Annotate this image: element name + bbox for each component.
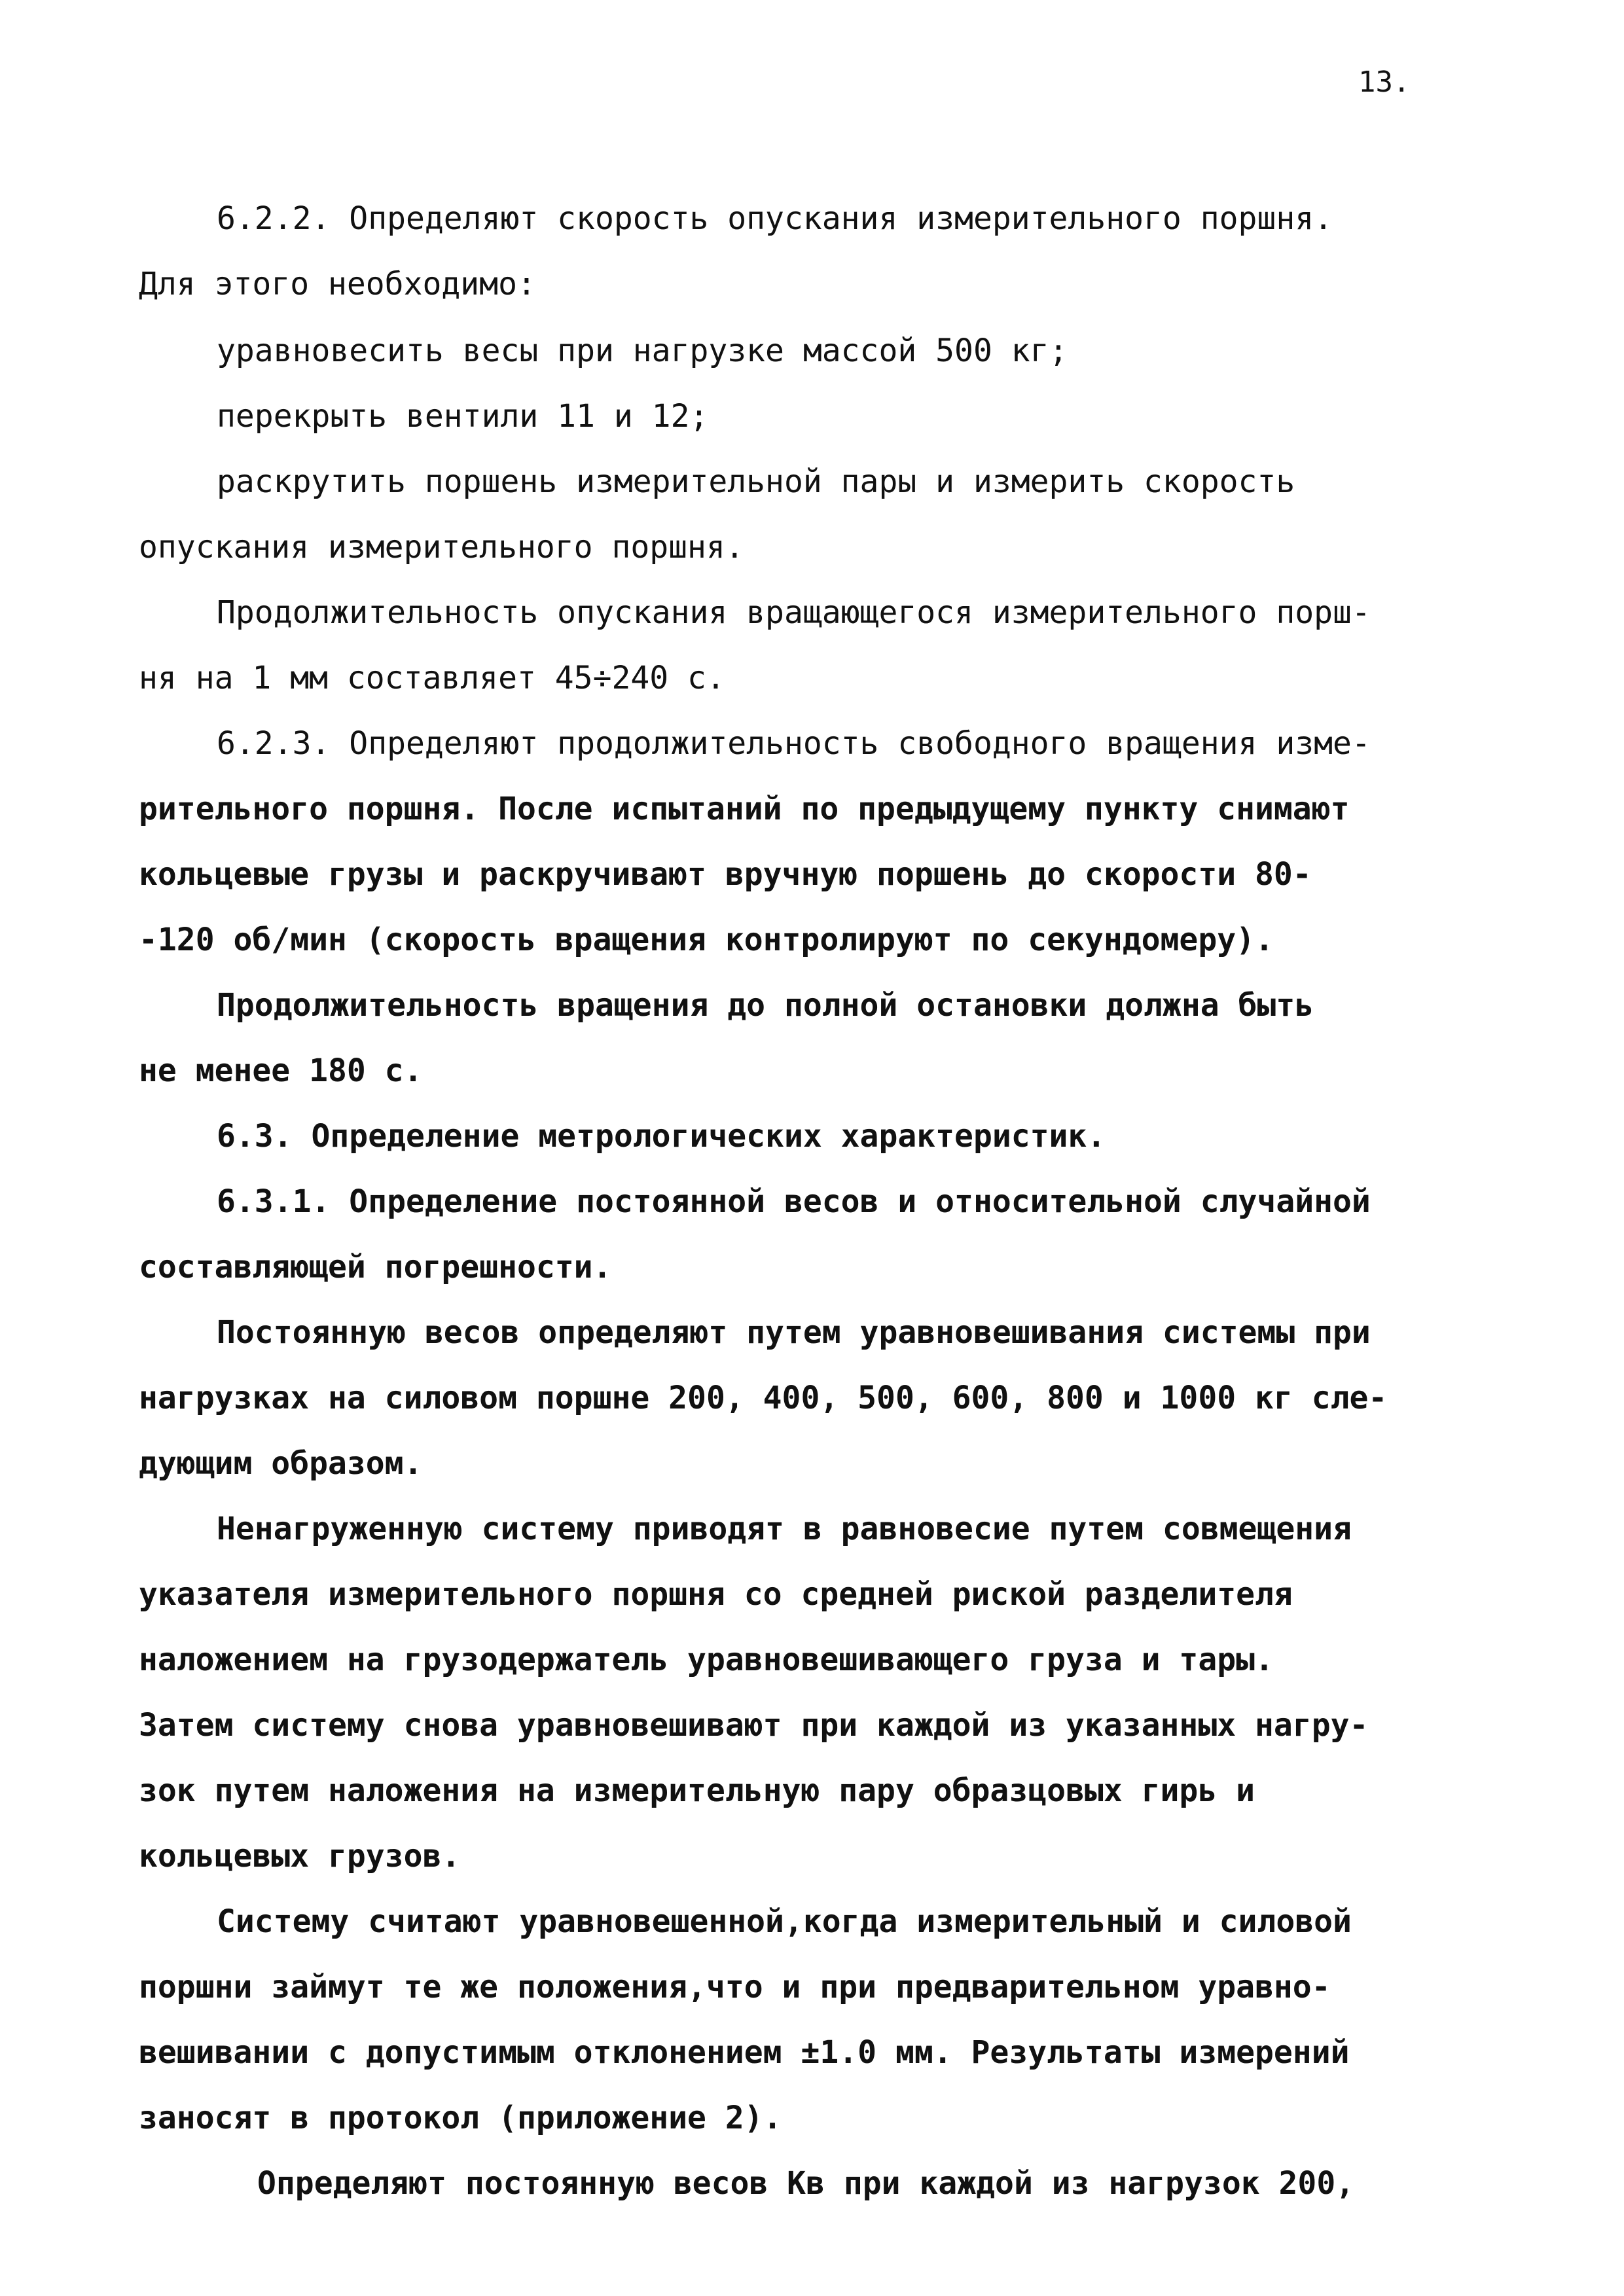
text-line: ня на 1 мм составляет 45÷240 с. — [139, 660, 725, 696]
text-line: кольцевые грузы и раскручивают вручную поршень до скорости 80- — [139, 856, 1312, 893]
text-line: указателя измерительного поршня со средней риской разделителя — [139, 1576, 1293, 1613]
text-line: уравновесить весы при нагрузке массой 500 кг; — [217, 332, 1068, 369]
text-line: зок путем наложения на измерительную пару образцовых гирь и — [139, 1772, 1255, 1809]
text-line: раскрутить поршень измерительной пары и измерить скорость — [217, 463, 1295, 500]
subsection-heading: 6.3.1. Определение постоянной весов и относительной случайной — [217, 1183, 1371, 1220]
text-line: Продолжительность опускания вращающегося измерительного порш- — [217, 594, 1371, 631]
subsection-heading: составляющей погрешности. — [139, 1249, 612, 1285]
text-line: Определяют постоянную весов Кв при каждой из нагрузок 200, — [257, 2165, 1355, 2202]
text-line: Затем систему снова уравновешивают при каждой из указанных нагру- — [139, 1707, 1369, 1744]
text-line: рительного поршня. После испытаний по предыдущему пункту снимают — [139, 791, 1350, 827]
text-line: Постоянную весов определяют путем уравновешивания системы при — [217, 1314, 1371, 1351]
text-line: вешивании с допустимым отклонением ±1.0 мм. Результаты измерений — [139, 2034, 1350, 2071]
text-line: Ненагруженную систему приводят в равновесие путем совмещения — [217, 1511, 1352, 1547]
text-line: нагрузках на силовом поршне 200, 400, 500, 600, 800 и 1000 кг сле- — [139, 1380, 1388, 1416]
text-line: 6.2.2. Определяют скорость опускания измерительного поршня. — [217, 200, 1333, 237]
text-line: заносят в протокол (приложение 2). — [139, 2100, 782, 2136]
text-line: кольцевых грузов. — [139, 1838, 461, 1874]
text-line: не менее 180 с. — [139, 1052, 423, 1089]
text-line: -120 об/мин (скорость вращения контролируют по секундомеру). — [139, 922, 1274, 958]
text-line: поршни займут те же положения,что и при предварительном уравно- — [139, 1969, 1331, 2005]
text-line: дующим образом. — [139, 1445, 423, 1482]
text-line: перекрыть вентили 11 и 12; — [217, 398, 709, 435]
text-line: Систему считают уравновешенной,когда измерительный и силовой — [217, 1903, 1352, 1940]
text-line: Продолжительность вращения до полной остановки должна быть — [217, 987, 1314, 1024]
text-line: Для этого необходимо: — [139, 266, 536, 302]
text-line: наложением на грузодержатель уравновешивающего груза и тары. — [139, 1641, 1274, 1678]
text-line: 6.2.3. Определяют продолжительность свободного вращения изме- — [217, 725, 1371, 762]
text-line: опускания измерительного поршня. — [139, 529, 744, 565]
page-number: 13. — [1358, 65, 1411, 99]
section-heading: 6.3. Определение метрологических характеристик. — [217, 1118, 1106, 1155]
